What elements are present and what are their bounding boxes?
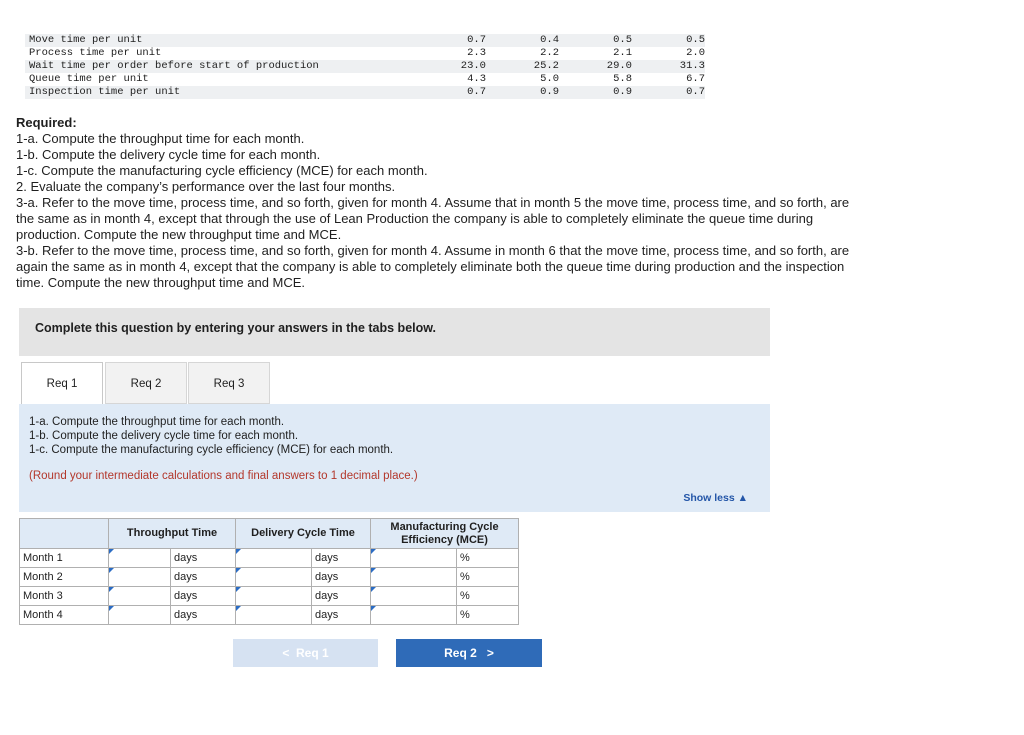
header-blank bbox=[20, 519, 109, 549]
month-3-value: 29.0 bbox=[559, 60, 632, 73]
banner-text: Complete this question by entering your answers in the tabs below. bbox=[35, 321, 436, 335]
month-2-value: 5.0 bbox=[540, 73, 559, 85]
row-label: Process time per unit bbox=[29, 47, 162, 59]
required-item: 1-c. Compute the manufacturing cycle efficiency (MCE) for each month. bbox=[16, 163, 428, 178]
tab-req-1[interactable]: Req 1 bbox=[21, 362, 103, 405]
delivery-cycle-time-input[interactable] bbox=[236, 606, 312, 625]
mce-input[interactable] bbox=[371, 549, 457, 568]
row-label: Inspection time per unit bbox=[25, 86, 387, 99]
delivery-cycle-time-input[interactable] bbox=[236, 568, 312, 587]
answer-table bbox=[19, 518, 519, 625]
month-1-value: 23.0 bbox=[387, 60, 486, 73]
unit-label: days bbox=[171, 568, 236, 587]
throughput-time-input[interactable] bbox=[109, 587, 171, 606]
month-4-value: 2.0 bbox=[686, 47, 705, 59]
month-label: Month 1 bbox=[20, 549, 109, 568]
table-row bbox=[20, 587, 519, 606]
table-row bbox=[25, 73, 705, 86]
instruction-line: 1-b. Compute the delivery cycle time for each month. bbox=[29, 430, 299, 442]
unit-label: days bbox=[171, 549, 236, 568]
required-item: 1-b. Compute the delivery cycle time for each month. bbox=[16, 147, 321, 162]
unit-label: days bbox=[312, 606, 371, 625]
month-3-value: 5.8 bbox=[613, 73, 632, 85]
throughput-time-input[interactable] bbox=[109, 606, 171, 625]
row-label: Move time per unit bbox=[25, 34, 387, 47]
unit-label: % bbox=[457, 549, 519, 568]
unit-label: days bbox=[312, 549, 371, 568]
table-row bbox=[20, 606, 519, 625]
throughput-time-input[interactable] bbox=[109, 568, 171, 587]
month-4-value: 0.7 bbox=[632, 86, 705, 99]
required-item: 3-b. Refer to the move time, process time, and so forth, given for month 4. Assume in month 6 that the move time, process time, and so forth, are again the same as in month 4, except that the company is able to completely eliminate both the queue time during production and the inspection time. Compute the new throughput time and MCE. bbox=[16, 243, 850, 290]
month-label: Month 2 bbox=[20, 568, 109, 587]
panel-instructions bbox=[29, 415, 393, 457]
table-row bbox=[20, 549, 519, 568]
mce-input[interactable] bbox=[371, 606, 457, 625]
month-1-value: 4.3 bbox=[467, 73, 486, 85]
instruction-line: 1-c. Compute the manufacturing cycle efficiency (MCE) for each month. bbox=[29, 444, 394, 456]
table-row bbox=[25, 86, 705, 99]
required-title: Required: bbox=[16, 115, 77, 130]
month-3-value: 0.9 bbox=[559, 86, 632, 99]
month-4-value: 31.3 bbox=[632, 60, 705, 73]
month-1-value: 0.7 bbox=[387, 34, 486, 47]
delivery-cycle-time-input[interactable] bbox=[236, 587, 312, 606]
throughput-time-input[interactable] bbox=[109, 549, 171, 568]
month-3-value: 2.1 bbox=[613, 47, 632, 59]
table-row bbox=[25, 60, 705, 73]
month-4-value: 6.7 bbox=[686, 73, 705, 85]
time-data-table bbox=[25, 34, 705, 99]
header-throughput-time: Throughput Time bbox=[109, 519, 236, 549]
unit-label: % bbox=[457, 587, 519, 606]
instructions-banner bbox=[19, 308, 770, 356]
header-mce: Manufacturing Cycle Efficiency (MCE) bbox=[371, 519, 519, 549]
instruction-line: 1-a. Compute the throughput time for each month. bbox=[29, 416, 285, 428]
question-panel bbox=[19, 404, 770, 512]
required-item: 3-a. Refer to the move time, process time, and so forth, given for month 4. Assume that in month 5 the move time, process time, and so forth, are the same as in month 4, except that through the use of Lean Production the company is able to completely eliminate the queue time during production. Compute the new throughput time and MCE. bbox=[16, 195, 850, 242]
unit-label: days bbox=[171, 587, 236, 606]
next-button-label: Req 2 bbox=[444, 646, 477, 660]
chevron-right-icon: > bbox=[486, 646, 494, 660]
header-delivery-cycle-time: Delivery Cycle Time bbox=[236, 519, 371, 549]
unit-label: days bbox=[312, 587, 371, 606]
required-section bbox=[16, 115, 856, 291]
table-row bbox=[20, 568, 519, 587]
month-2-value: 0.9 bbox=[486, 86, 559, 99]
tab-req-3[interactable]: Req 3 bbox=[188, 362, 270, 404]
delivery-cycle-time-input[interactable] bbox=[236, 549, 312, 568]
month-3-value: 0.5 bbox=[559, 34, 632, 47]
chevron-left-icon: < bbox=[282, 646, 290, 660]
show-less-label: Show less bbox=[683, 492, 735, 504]
row-label: Wait time per order before start of production bbox=[25, 60, 387, 73]
tab-req-2[interactable]: Req 2 bbox=[105, 362, 187, 404]
month-1-value: 0.7 bbox=[387, 86, 486, 99]
rounding-hint: (Round your intermediate calculations and final answers to 1 decimal place.) bbox=[29, 470, 418, 482]
prev-req-button[interactable] bbox=[233, 639, 378, 667]
show-less-toggle[interactable] bbox=[683, 492, 748, 504]
mce-input[interactable] bbox=[371, 568, 457, 587]
unit-label: days bbox=[171, 606, 236, 625]
month-2-value: 2.2 bbox=[540, 47, 559, 59]
triangle-up-icon: ▲ bbox=[737, 492, 748, 504]
unit-label: % bbox=[457, 568, 519, 587]
required-item: 2. Evaluate the company’s performance over the last four months. bbox=[16, 179, 396, 194]
month-4-value: 0.5 bbox=[632, 34, 705, 47]
row-label: Queue time per unit bbox=[29, 73, 149, 85]
mce-input[interactable] bbox=[371, 587, 457, 606]
unit-label: days bbox=[312, 568, 371, 587]
month-1-value: 2.3 bbox=[467, 47, 486, 59]
unit-label: % bbox=[457, 606, 519, 625]
required-item: 1-a. Compute the throughput time for each month. bbox=[16, 131, 305, 146]
table-row bbox=[25, 47, 705, 60]
month-2-value: 0.4 bbox=[486, 34, 559, 47]
month-label: Month 4 bbox=[20, 606, 109, 625]
table-row bbox=[25, 34, 705, 47]
prev-button-label: Req 1 bbox=[296, 646, 329, 660]
month-2-value: 25.2 bbox=[486, 60, 559, 73]
month-label: Month 3 bbox=[20, 587, 109, 606]
next-req-button[interactable] bbox=[396, 639, 542, 667]
